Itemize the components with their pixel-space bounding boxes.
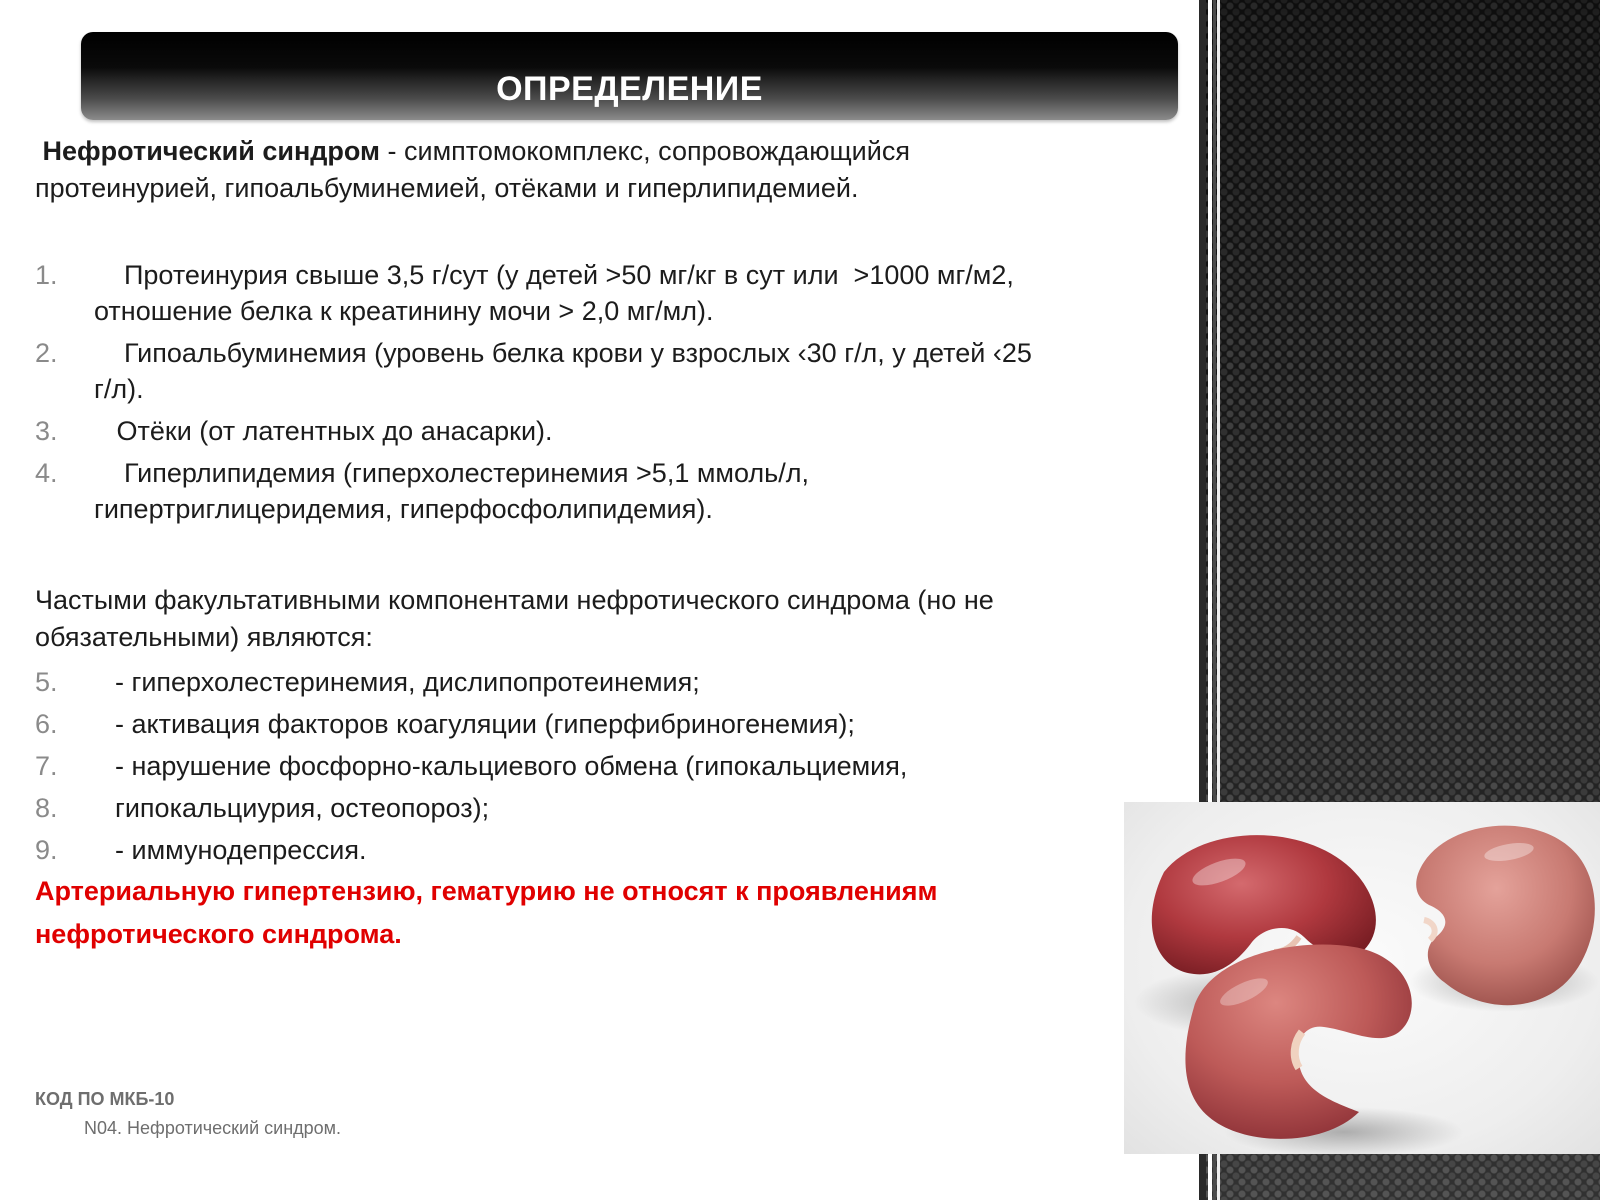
list-number: 1. xyxy=(35,260,58,290)
list-item-text: - активация факторов коагуляции (гиперфибриногенемия); xyxy=(115,709,855,739)
list-item-line: Протеинурия свыше 3,5 г/сут (у детей >50 мг/кг в сут или >1000 мг/м2, xyxy=(94,260,1014,290)
optional-intro-line-1: Частыми факультативными компонентами нефротического синдрома (но не xyxy=(35,585,994,615)
list-item xyxy=(35,787,1185,829)
list-number: 4. xyxy=(35,458,58,488)
definition-term: Нефротический синдром xyxy=(42,136,381,166)
definition-line-1 xyxy=(35,133,1165,170)
slide-title: ОПРЕДЕЛЕНИЕ xyxy=(496,70,763,108)
list-number: 7. xyxy=(35,751,58,781)
optional-intro-line-2: обязательными) являются: xyxy=(35,622,373,652)
list-item-text: гипокальциурия, остеопороз); xyxy=(115,793,490,823)
list-item xyxy=(35,335,1185,407)
list-item-text: - иммунодепрессия. xyxy=(115,835,367,865)
list-item-line: г/л). xyxy=(94,374,144,404)
list-item-text: - гиперхолестеринемия, дислипопротеинемия; xyxy=(115,667,700,697)
icd-heading: КОД ПО МКБ-10 xyxy=(35,1089,175,1109)
list-item-line: Гипоальбуминемия (уровень белка крови у взрослых ‹30 г/л, у детей ‹25 xyxy=(94,338,1032,368)
definition-text: - симптомокомплекс, сопровождающийся xyxy=(380,136,910,166)
list-item-text: - нарушение фосфорно-кальциевого обмена (гипокальциемия, xyxy=(115,751,908,781)
optional-intro xyxy=(35,582,1165,656)
list-number: 8. xyxy=(35,793,58,823)
list-item xyxy=(35,661,1185,703)
list-number: 9. xyxy=(35,835,58,865)
kidneys-illustration xyxy=(1124,802,1600,1154)
list-number: 6. xyxy=(35,709,58,739)
list-item-line: гипертриглицеридемия, гиперфосфолипидемия). xyxy=(94,494,713,524)
list-item xyxy=(35,829,1185,871)
list-item xyxy=(35,455,1185,527)
list-item-line: Отёки (от латентных до анасарки). xyxy=(94,416,553,446)
definition-paragraph xyxy=(35,133,1165,207)
list-item xyxy=(35,745,1185,787)
list-item xyxy=(35,257,1185,329)
optional-components-list xyxy=(35,661,1185,871)
list-number: 5. xyxy=(35,667,58,697)
list-item-line: Гиперлипидемия (гиперхолестеринемия >5,1 ммоль/л, xyxy=(94,458,809,488)
list-number: 2. xyxy=(35,338,58,368)
list-item xyxy=(35,703,1185,745)
icd-code: N04. Нефротический синдром. xyxy=(84,1118,342,1138)
criteria-list xyxy=(35,257,1185,527)
list-item-line: отношение белка к креатинину мочи > 2,0 мг/мл). xyxy=(94,296,714,326)
list-number: 3. xyxy=(35,416,58,446)
definition-line-2: протеинурией, гипоальбуминемией, отёками и гиперлипидемией. xyxy=(35,173,859,203)
list-item xyxy=(35,413,1185,449)
warning-line-1: Артериальную гипертензию, гематурию не относят к проявлениям xyxy=(35,876,938,906)
kidneys-photo xyxy=(1124,802,1600,1154)
warning-note xyxy=(35,870,1135,956)
warning-line-2: нефротического синдрома. xyxy=(35,919,402,949)
title-banner xyxy=(81,32,1178,120)
